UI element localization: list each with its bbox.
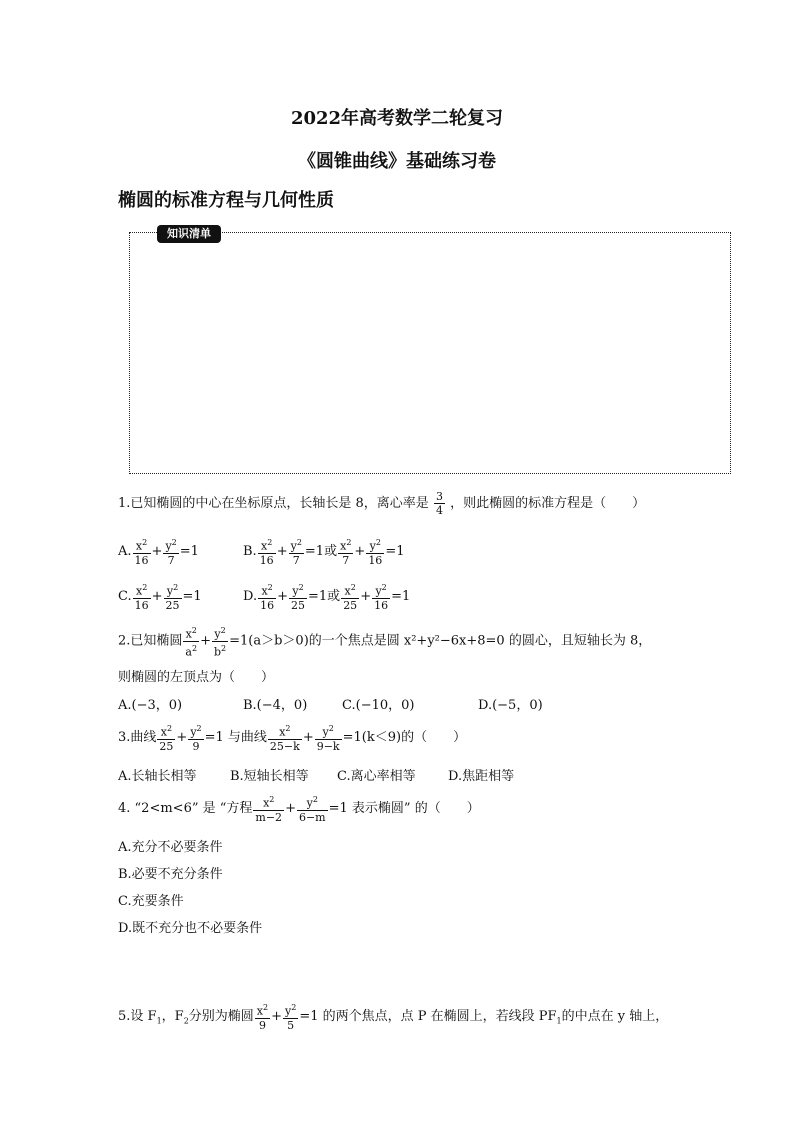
q1-text-post: ，则此椭圆的标准方程是（ ） <box>450 496 646 511</box>
question-3: 3.曲线 $\frac{x^2}{25}$ + $\frac{y^2}{9}$ =1 与曲线 $\frac{x^2}{25-k}$ + $\frac{y^2}{9-k}$ =1(k＜9)的（ ） <box>118 724 467 753</box>
question-2: 2.已知椭圆 $\frac{x^2}{a^2}$ + $\frac{y^2}{b^2}$ =1(a＞b＞0)的一个焦点是圆 x²+y²−6x+8=0 的圆心，且短轴长为 8， <box>118 626 652 659</box>
q4-option-c[interactable]: C.充要条件 <box>118 894 184 909</box>
page-subtitle: 《圆锥曲线》基础练习卷 <box>298 151 496 172</box>
question-4: 4. “2<m<6” 是 “方程 $\frac{x^2}{m-2}$ + $\frac{y^2}{6-m}$ =1 表示椭圆” 的（ ） <box>118 795 480 824</box>
q2-option-b[interactable]: B.(−4，0) <box>243 698 308 713</box>
q2-option-d[interactable]: D.(−5，0) <box>478 698 543 713</box>
question-1 <box>118 490 645 517</box>
q2-option-c[interactable]: C.(−10，0) <box>342 698 415 713</box>
q4-option-b[interactable]: B.必要不充分条件 <box>118 867 223 882</box>
q1-option-c[interactable]: C. $\frac{x^2}{16}$ + $\frac{y^2}{25}$ =1 <box>118 583 202 612</box>
q2-option-a[interactable]: A.(−3，0) <box>118 698 183 713</box>
knowledge-tag: 知识清单 <box>157 225 221 243</box>
section-heading: 椭圆的标准方程与几何性质 <box>118 190 334 211</box>
q2-line-2: 则椭圆的左顶点为（ ） <box>118 670 275 685</box>
q3-option-c[interactable]: C.离心率相等 <box>337 769 416 784</box>
q1-option-d[interactable]: D. $\frac{x^2}{16}$ + $\frac{y^2}{25}$ =1或 $\frac{x^2}{25}$ + $\frac{y^2}{16}$ =1 <box>243 583 411 612</box>
q3-option-b[interactable]: B.短轴长相等 <box>230 769 309 784</box>
q1-option-a[interactable]: A. $\frac{x^2}{16}$ + $\frac{y^2}{7}$ =1 <box>118 538 199 567</box>
q3-option-a[interactable]: A.长轴长相等 <box>118 769 197 784</box>
q1-fraction: $\frac{3}{4}$ <box>435 490 443 517</box>
q3-option-d[interactable]: D.焦距相等 <box>448 769 515 784</box>
q4-option-d[interactable]: D.既不充分也不必要条件 <box>118 921 263 936</box>
knowledge-box <box>129 232 731 474</box>
page-title: 2022年高考数学二轮复习 <box>290 108 504 129</box>
question-5: 5.设 $F_1$，$F_2$分别为椭圆 $\frac{x^2}{9}$ + $\frac{y^2}{5}$ =1 的两个焦点，点 P 在椭圆上，若线段 $PF_1$的中点在 y 轴上， <box>118 1003 669 1032</box>
q4-option-a[interactable]: A.充分不必要条件 <box>118 840 223 855</box>
q1-text-pre: 1.已知椭圆的中心在坐标原点，长轴长是 8，离心率是 <box>118 496 429 511</box>
q1-option-b[interactable]: B. $\frac{x^2}{16}$ + $\frac{y^2}{7}$ =1或 $\frac{x^2}{7}$ + $\frac{y^2}{16}$ =1 <box>243 538 405 567</box>
